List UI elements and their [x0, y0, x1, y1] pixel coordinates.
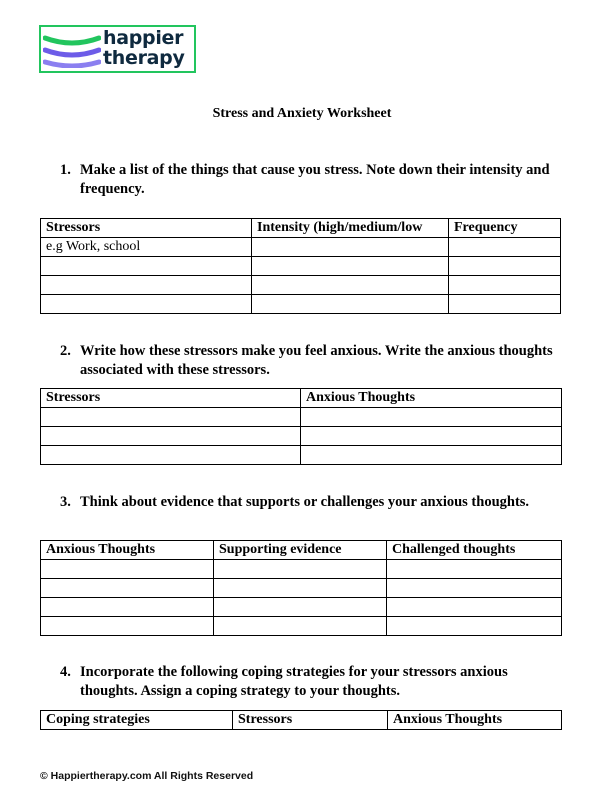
table-header-row [41, 541, 562, 560]
table-cell[interactable] [41, 617, 214, 636]
brand-logo [39, 25, 196, 73]
table-cell[interactable] [449, 295, 561, 314]
evidence-table [40, 540, 562, 636]
column-header: Frequency [449, 219, 561, 238]
table-cell[interactable] [301, 446, 562, 465]
brand-line-1: happier [103, 27, 184, 49]
table-row [41, 446, 562, 465]
column-header: Supporting evidence [214, 541, 387, 560]
column-header: Challenged thoughts [387, 541, 562, 560]
table-header-row [41, 711, 562, 730]
table-cell[interactable] [41, 446, 301, 465]
question-text: Think about evidence that supports or challenges your anxious thoughts. [80, 494, 530, 510]
column-header: Anxious Thoughts [301, 389, 562, 408]
coping-strategies-table [40, 710, 562, 730]
table-header-row [41, 219, 561, 238]
table-row [41, 560, 562, 579]
table-cell[interactable] [449, 257, 561, 276]
table-row [41, 257, 561, 276]
table-cell[interactable] [301, 408, 562, 427]
question-number: 1. [60, 162, 71, 178]
table-cell[interactable] [214, 598, 387, 617]
question-number: 3. [60, 494, 71, 510]
table-cell[interactable] [214, 579, 387, 598]
table-cell[interactable] [214, 560, 387, 579]
table-row [41, 617, 562, 636]
column-header: Intensity (high/medium/low [252, 219, 449, 238]
table-cell[interactable]: e.g Work, school [41, 238, 252, 257]
question-text: Make a list of the things that cause you stress. Note down their intensity and frequency. [80, 162, 550, 197]
question-number: 2. [60, 343, 71, 359]
table-cell[interactable] [301, 427, 562, 446]
table-cell[interactable] [41, 257, 252, 276]
table-header-row [41, 389, 562, 408]
table-cell[interactable] [41, 579, 214, 598]
table-cell[interactable] [387, 579, 562, 598]
table-row [41, 598, 562, 617]
brand-line-2: therapy [103, 47, 185, 69]
table-cell[interactable] [41, 295, 252, 314]
anxious-thoughts-table [40, 388, 562, 465]
table-cell[interactable] [41, 408, 301, 427]
table-row [41, 238, 561, 257]
table-cell[interactable] [252, 276, 449, 295]
question-text: Write how these stressors make you feel anxious. Write the anxious thoughts associated with these stressors. [80, 343, 553, 378]
table-cell[interactable] [387, 617, 562, 636]
column-header: Stressors [233, 711, 388, 730]
stressors-table [40, 218, 561, 314]
table-cell[interactable] [449, 238, 561, 257]
table-row [41, 276, 561, 295]
column-header: Anxious Thoughts [41, 541, 214, 560]
wave-icon [43, 32, 101, 68]
question-number: 4. [60, 664, 71, 680]
table-row [41, 295, 561, 314]
table-cell[interactable] [41, 598, 214, 617]
column-header: Anxious Thoughts [388, 711, 562, 730]
table-cell[interactable] [449, 276, 561, 295]
table-cell[interactable] [41, 560, 214, 579]
table-cell[interactable] [252, 295, 449, 314]
table-cell[interactable] [387, 560, 562, 579]
table-cell[interactable] [252, 238, 449, 257]
table-row [41, 427, 562, 446]
column-header: Coping strategies [41, 711, 233, 730]
question-text: Incorporate the following coping strategies for your stressors anxious thoughts. Assign a coping strategy to your thoughts. [80, 664, 508, 699]
table-row [41, 408, 562, 427]
table-cell[interactable] [214, 617, 387, 636]
table-row [41, 579, 562, 598]
table-cell[interactable] [252, 257, 449, 276]
brand-name [103, 28, 185, 68]
table-cell[interactable] [41, 427, 301, 446]
column-header: Stressors [41, 219, 252, 238]
table-cell[interactable] [41, 276, 252, 295]
table-cell[interactable] [387, 598, 562, 617]
copyright-footer: © Happiertherapy.com All Rights Reserved [40, 770, 254, 782]
column-header: Stressors [41, 389, 301, 408]
worksheet-title: Stress and Anxiety Worksheet [212, 106, 392, 121]
